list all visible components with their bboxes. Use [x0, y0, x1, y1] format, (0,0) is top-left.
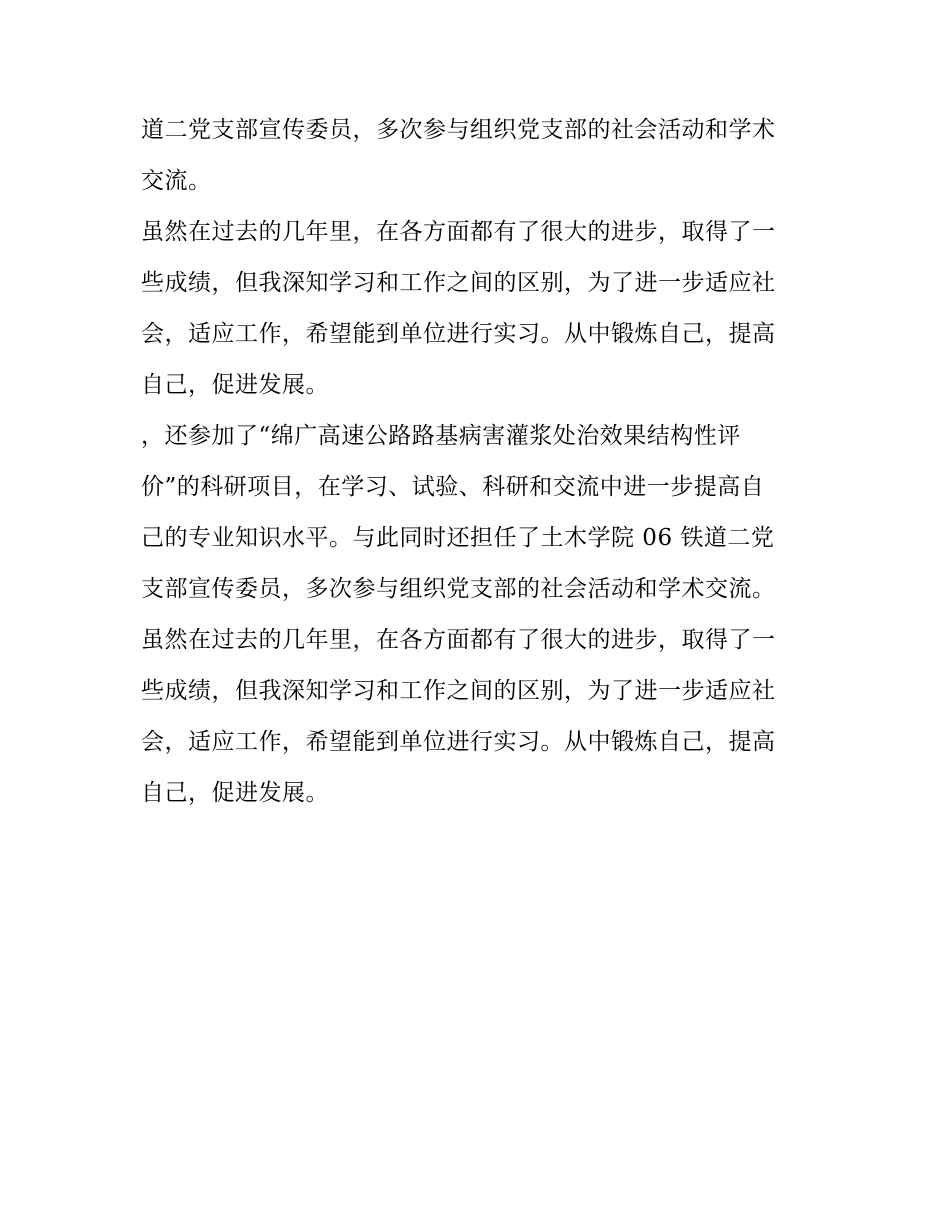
- text-line: 自己，促进发展。: [141, 780, 329, 806]
- text-line: 己的专业知识水平。与此同时还担任了土木学院 06 铁道二党: [141, 525, 775, 551]
- text-line: 交流。: [141, 168, 212, 194]
- text-line: 会，适应工作，希望能到单位进行实习。从中锻炼自己，提高: [141, 729, 776, 755]
- text-line: 道二党支部宣传委员，多次参与组织党支部的社会活动和学术: [141, 117, 776, 143]
- text-line: ，还参加了“绵广高速公路路基病害灌浆处治效果结构性评: [141, 423, 741, 449]
- text-line: 虽然在过去的几年里，在各方面都有了很大的进步，取得了一: [141, 627, 776, 653]
- text-line: 会，适应工作，希望能到单位进行实习。从中锻炼自己，提高: [141, 321, 776, 347]
- text-line: 些成绩，但我深知学习和工作之间的区别，为了进一步适应社: [141, 678, 776, 704]
- text-line: 支部宣传委员，多次参与组织党支部的社会活动和学术交流。: [141, 576, 776, 602]
- body-text: [141, 105, 821, 819]
- text-line: 价”的科研项目，在学习、试验、科研和交流中进一步提高自: [141, 474, 765, 500]
- text-line: 自己，促进发展。: [141, 372, 329, 398]
- text-line: 些成绩，但我深知学习和工作之间的区别，为了进一步适应社: [141, 270, 776, 296]
- text-line: 虽然在过去的几年里，在各方面都有了很大的进步，取得了一: [141, 219, 776, 245]
